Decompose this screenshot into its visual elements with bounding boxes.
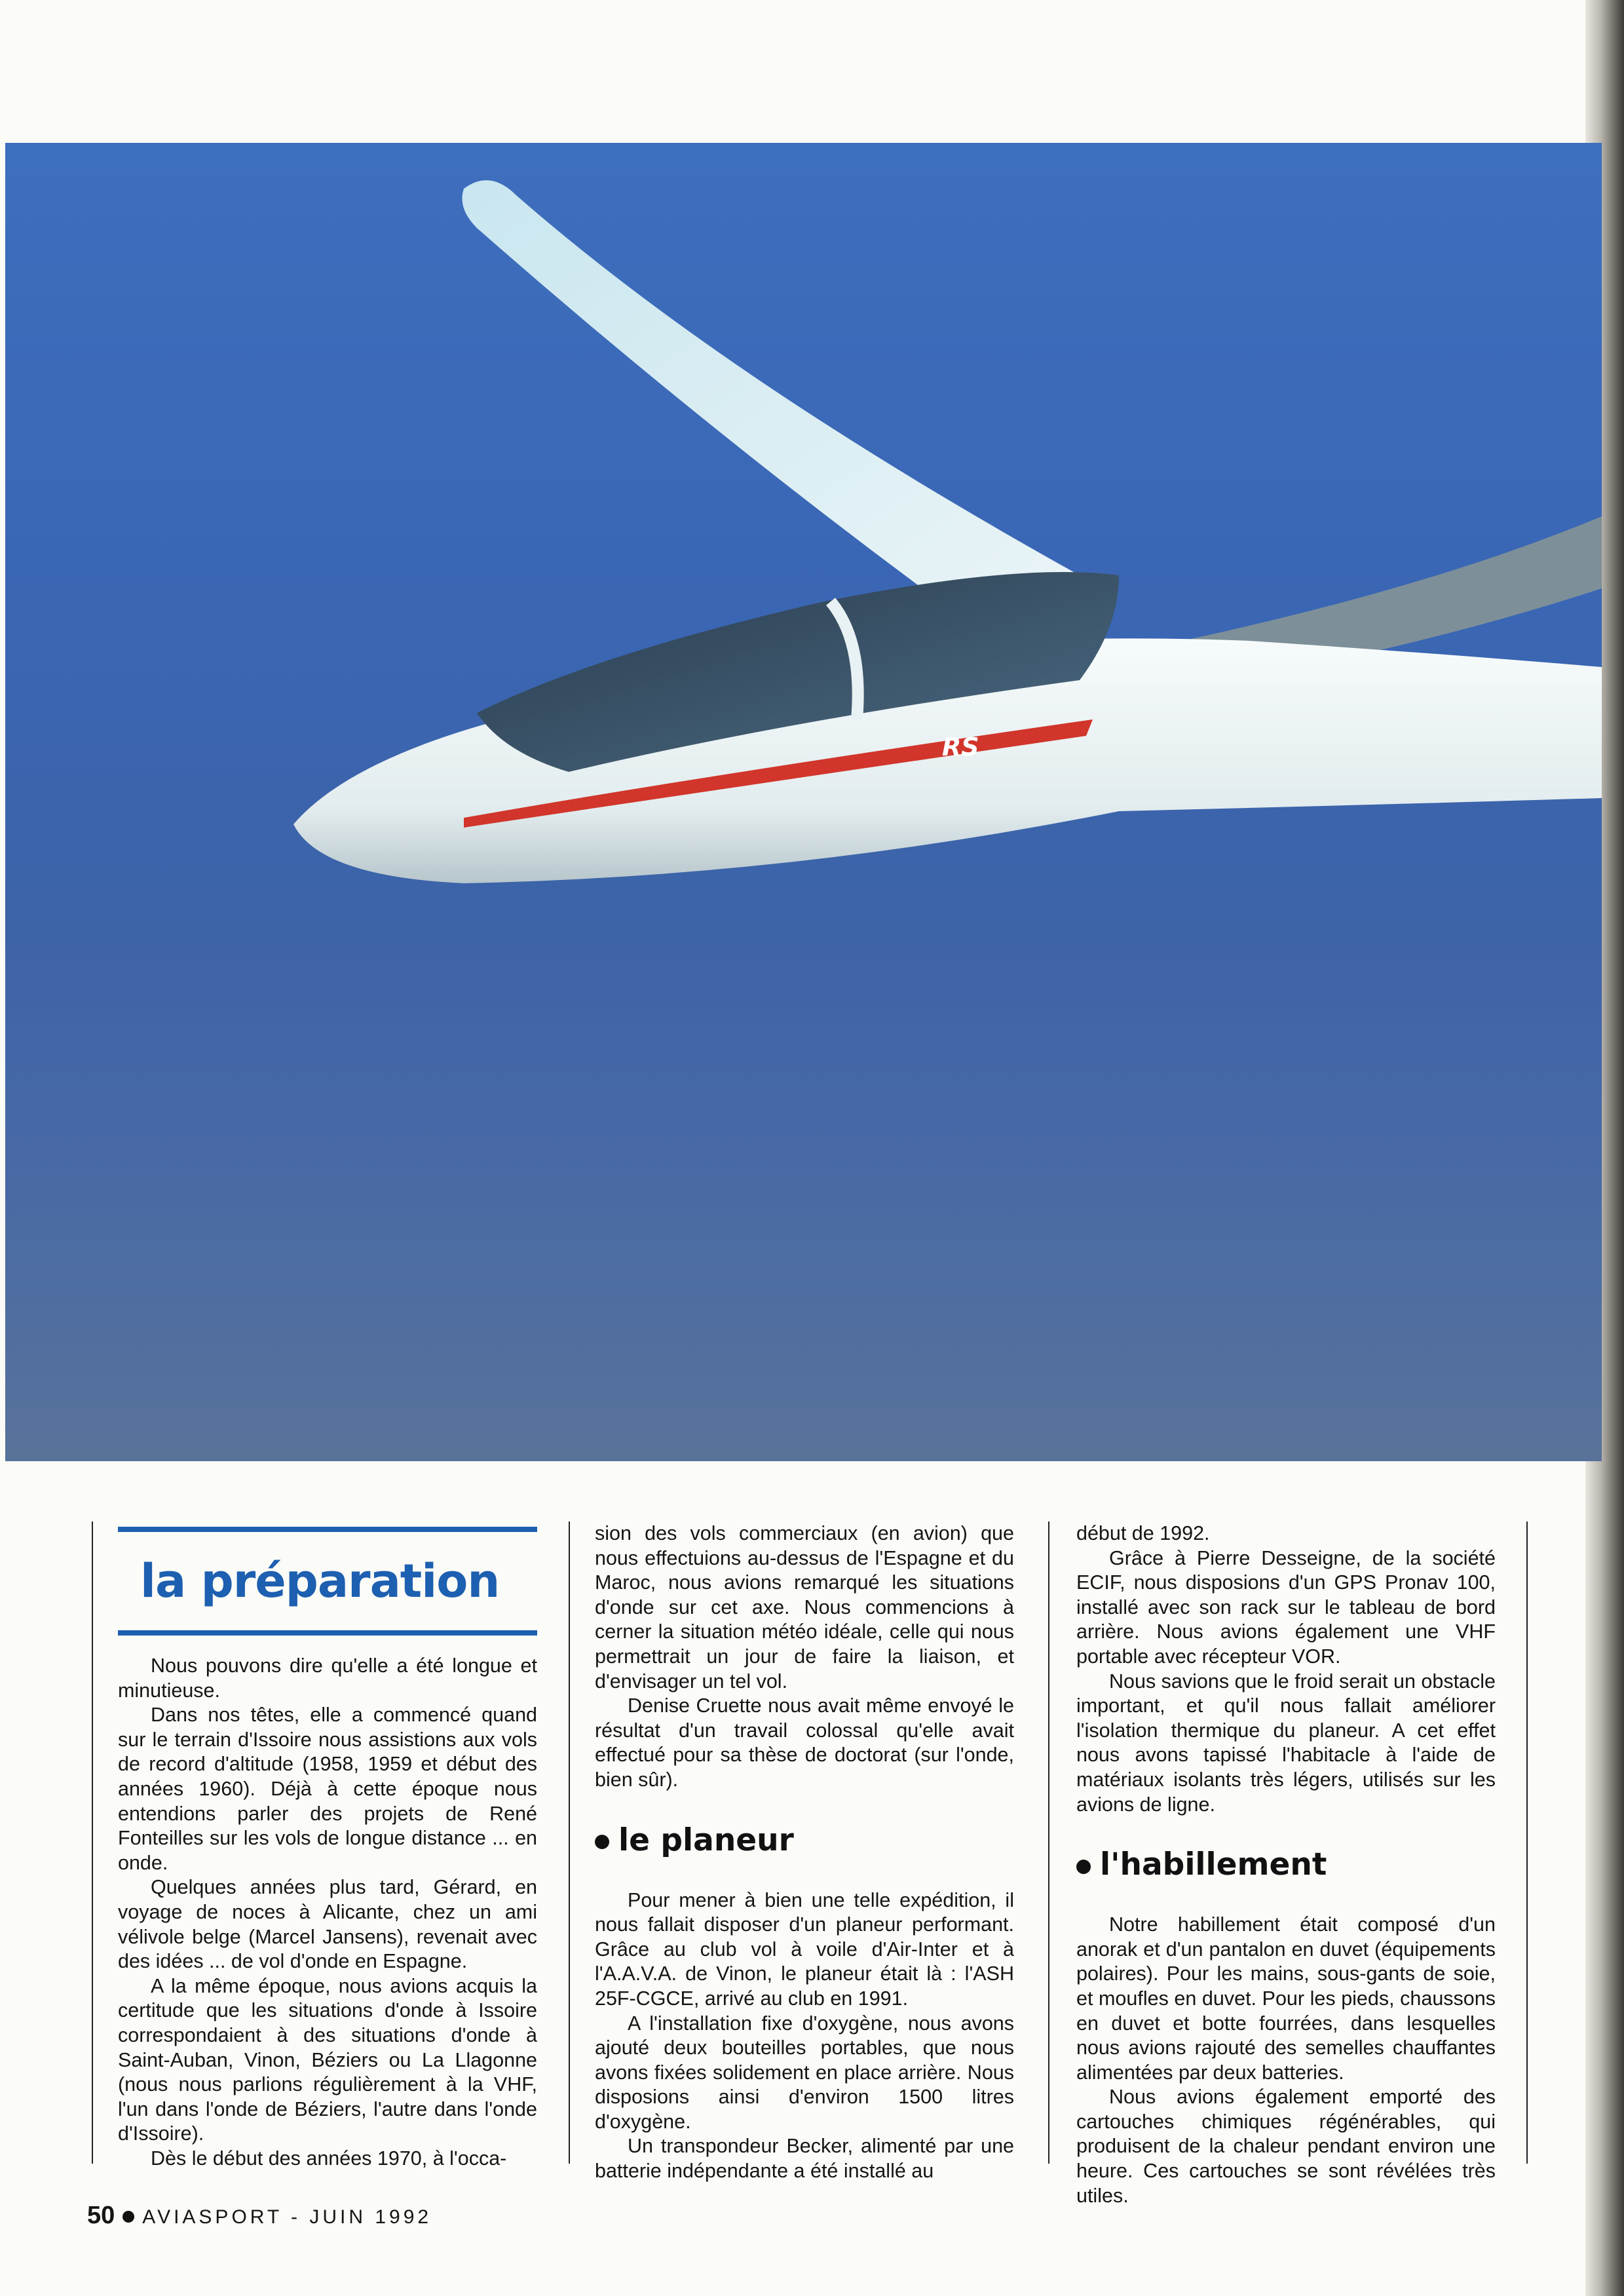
glider-illustration (5, 143, 1602, 1461)
bullet-icon (595, 1835, 609, 1849)
column-rule-2 (1048, 1521, 1049, 2164)
paragraph: sion des vols commerciaux (en avion) que nous effectuions au-dessus de l'Espagne et du Maroc, nous avions remarqué les situations d'onde sur cet axe. Nous commencions à cerner la situation météo idéale, celle qui nous permettrait un jour de faire la liaison, et d'envisager un tel vol. (595, 1522, 1014, 1693)
paragraph: Dès le début des années 1970, à l'occa- (151, 2147, 507, 2170)
paragraph: Nous avions également emporté des cartouches chimiques régénérables, qui produisent de la chaleur pendant environ une heure. Ces cartouches se sont révélées très utiles. (1076, 2086, 1496, 2207)
fuselage-marking: RS (942, 733, 979, 761)
subheading-habillement (1076, 1848, 1496, 1881)
column-rule-left (92, 1521, 93, 2164)
article-column-2 (595, 1521, 1014, 2184)
magazine-issue: AVIASPORT - JUIN 1992 (142, 2206, 432, 2228)
paragraph: Nous savions que le froid serait un obstacle important, et qu'il nous fallait améliorer l'isolation thermique du planeur. A cet effet nous avons tapissé l'habitacle à l'aide de matériaux isolants très légers, utilisés sur les avions de ligne. (1076, 1670, 1496, 1816)
glider-wing (463, 180, 1080, 588)
paragraph: Grâce à Pierre Desseigne, de la société ECIF, nous disposions d'un GPS Pronav 100, installé avec son rack sur le tableau de bord arrière. Nous avions également une VHF portable avec récepteur VOR. (1076, 1546, 1496, 1668)
page-number: 50 (87, 2202, 115, 2229)
subheading-label: le planeur (618, 1822, 794, 1858)
bullet-icon (1076, 1860, 1091, 1874)
title-rule-top (118, 1527, 537, 1532)
paragraph: Un transpondeur Becker, alimenté par une batterie indépendante a été installé au (595, 2135, 1014, 2183)
title-rule-bottom (118, 1630, 537, 1636)
paragraph: Denise Cruette nous avait même envoyé le résultat d'un travail colossal qu'elle avait effectué pour sa thèse de doctorat (sur l'onde, bien sûr). (595, 1694, 1014, 1791)
bullet-icon (123, 2211, 134, 2223)
paragraph: Quelques années plus tard, Gérard, en voyage de noces à Alicante, chez un ami vélivole belge (Marcel Jansens), revenait avec des idées ... de vol d'onde en Espagne. (118, 1876, 537, 1973)
subheading-label: l'habillement (1100, 1846, 1327, 1883)
column-rule-right (1526, 1521, 1528, 2164)
glider-photo (5, 143, 1602, 1461)
column-rule-1 (569, 1521, 570, 2164)
paragraph: Dans nos têtes, elle a commencé quand sur le terrain d'Issoire nous assistions aux vols de record d'altitude (1958, 1959 et début des années 1960). Déjà à cette époque nous entendions parler des projets de René Fonteilles sur les vols de longue distance ... en onde. (118, 1704, 537, 1874)
paragraph: début de 1992. (1076, 1522, 1210, 1544)
section-title: la préparation (140, 1554, 500, 1608)
paragraph: A la même époque, nous avions acquis la certitude que les situations d'onde à Issoire correspondaient à des situations d'onde à Saint-Auban, Vinon, Béziers ou La Llagonne (nous nous parlions régulièrement à la VHF, l'un dans l'onde de Béziers, l'autre dans l'onde d'Issoire). (118, 1974, 537, 2145)
paragraph: Notre habillement était composé d'un anorak et d'un pantalon en duvet (équipements polaires). Pour les mains, sous-gants de soie, et moufles en duvet. Pour les pieds, chaussons en duvet et botte fourrées, dans lesquelles nous avions rajouté des semelles chauffantes alimentées par deux batteries. (1076, 1913, 1496, 2084)
paragraph: A l'installation fixe d'oxygène, nous avons ajouté deux bouteilles portables, que nous avons fixées solidement en place arrière. Nous disposions ainsi d'environ 1500 litres d'oxygène. (595, 2012, 1014, 2133)
subheading-planeur (595, 1824, 1014, 1857)
section-title-box (118, 1527, 537, 1636)
paragraph: Nous pouvons dire qu'elle a été longue et minutieuse. (118, 1655, 537, 1702)
paragraph: Pour mener à bien une telle expédition, il nous fallait disposer d'un planeur performant. Grâce au club vol à voile d'Air-Inter et à l'A.A.V.A. de Vinon, le planeur était là : l'ASH 25F-CGCE, arrivé au club en 1991. (595, 1888, 1014, 2010)
article-column-3 (1076, 1521, 1496, 2208)
page-footer (87, 2202, 432, 2230)
article-column-1 (118, 1521, 537, 2171)
